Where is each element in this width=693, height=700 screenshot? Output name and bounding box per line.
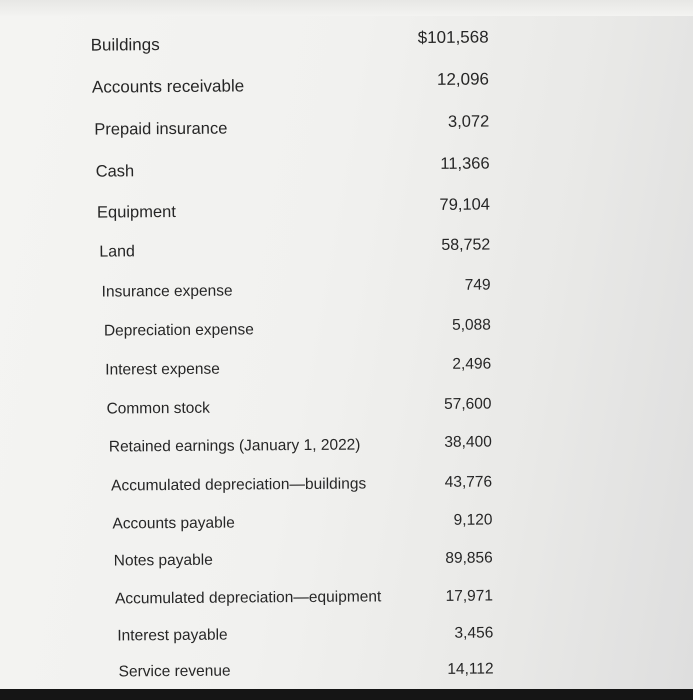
account-value: 11,366 xyxy=(440,154,490,173)
account-value: 89,856 xyxy=(445,549,493,567)
account-row xyxy=(1,467,693,502)
account-value: 17,971 xyxy=(445,587,494,605)
account-label: Prepaid insurance xyxy=(94,119,228,139)
account-row xyxy=(0,110,691,145)
account-value: 749 xyxy=(464,276,491,294)
account-value: 5,088 xyxy=(452,316,491,334)
account-label: Service revenue xyxy=(118,662,231,681)
account-label: Accumulated depreciation—equipment xyxy=(114,588,382,608)
account-label: Depreciation expense xyxy=(103,321,254,340)
account-row xyxy=(0,351,693,386)
account-label: Accumulated depreciation—buildings xyxy=(111,475,367,495)
account-value: 12,096 xyxy=(436,69,490,89)
account-label: Common stock xyxy=(106,399,210,418)
account-value: 14,112 xyxy=(447,660,494,678)
account-row xyxy=(0,193,692,228)
account-row xyxy=(1,505,693,540)
account-row xyxy=(2,617,693,652)
account-label: Interest expense xyxy=(105,360,220,379)
account-label: Accounts receivable xyxy=(91,76,245,97)
account-row xyxy=(2,653,693,688)
account-row xyxy=(0,26,691,61)
account-label: Land xyxy=(99,243,135,261)
account-row xyxy=(1,428,693,463)
account-label: Buildings xyxy=(90,35,160,55)
account-value: 79,104 xyxy=(439,195,491,214)
account-row xyxy=(0,312,693,347)
account-row xyxy=(0,152,692,187)
account-label: Insurance expense xyxy=(101,282,233,301)
account-row xyxy=(2,580,693,615)
account-label: Notes payable xyxy=(113,551,213,570)
account-label: Cash xyxy=(95,162,135,181)
account-row xyxy=(2,542,693,577)
account-value: 3,072 xyxy=(447,112,490,131)
account-row xyxy=(0,390,693,425)
account-row xyxy=(0,233,692,268)
account-label: Interest payable xyxy=(117,626,228,645)
screen-bottom-edge xyxy=(0,689,693,700)
account-value: 9,120 xyxy=(453,511,493,529)
account-row xyxy=(0,68,691,103)
account-value: 57,600 xyxy=(444,395,492,413)
account-value: 2,496 xyxy=(452,355,492,373)
account-row xyxy=(0,273,693,308)
account-value: 38,400 xyxy=(444,433,492,451)
account-label: Accounts payable xyxy=(112,514,235,533)
account-value: 3,456 xyxy=(454,624,494,642)
account-value: 58,752 xyxy=(441,236,491,254)
account-label: Equipment xyxy=(96,202,176,222)
account-value: $101,568 xyxy=(417,27,489,48)
account-value: 43,776 xyxy=(444,473,493,491)
account-label: Retained earnings (January 1, 2022) xyxy=(108,436,361,456)
